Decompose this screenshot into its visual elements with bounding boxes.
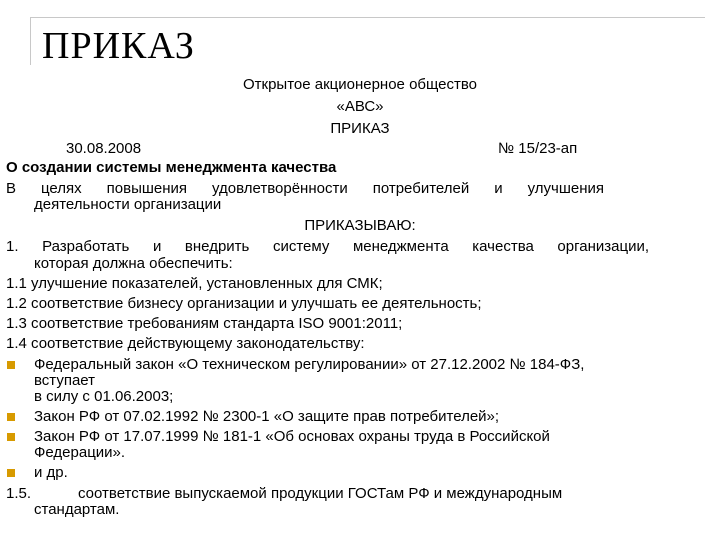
item-1-line2: которая должна обеспечить: — [34, 255, 233, 272]
item-1-4: 1.4 соответствие действующему законодательству: — [6, 335, 365, 352]
law-3-line1: Закон РФ от 17.07.1999 № 181-1 «Об основах охраны труда в Российской — [34, 428, 550, 445]
law-1-line1: Федеральный закон «О техническом регулировании» от 27.12.2002 № 184-ФЗ, — [34, 356, 585, 373]
item-1-5-line1: соответствие выпускаемой продукции ГОСТам РФ и международным — [78, 485, 563, 502]
order-number: № 15/23-ап — [498, 140, 578, 157]
item-1-3: 1.3 соответствие требованиям стандарта ISO 9001:2011; — [6, 315, 403, 332]
item-1-1: 1.1 улучшение показателей, установленных для СМК; — [6, 275, 383, 292]
law-4: и др. — [34, 464, 68, 481]
org-name-line1: Открытое акционерное общество — [242, 76, 478, 93]
item-1-line1: 1. Разработать и внедрить систему менеджмента качества организации, — [6, 238, 649, 255]
bullet-icon — [7, 469, 15, 477]
bullet-icon — [7, 413, 15, 421]
order-word: ПРИКАЗЫВАЮ: — [304, 217, 416, 234]
item-1-2: 1.2 соответствие бизнесу организации и улучшать ее деятельность; — [6, 295, 482, 312]
law-3-line2: Федерации». — [34, 444, 126, 461]
law-1-line3: в силу с 01.06.2003; — [34, 388, 174, 405]
slide-frame-left — [30, 17, 31, 65]
slide-frame-top — [30, 17, 705, 18]
doc-type: ПРИКАЗ — [330, 120, 390, 137]
preamble-line2: деятельности организации — [34, 196, 222, 213]
bullet-icon — [7, 361, 15, 369]
bullet-icon — [7, 433, 15, 441]
slide-title: ПРИКАЗ — [42, 25, 195, 67]
order-date: 30.08.2008 — [66, 140, 142, 157]
preamble-line1: В целях повышения удовлетворённости потребителей и улучшения — [6, 180, 604, 197]
law-2: Закон РФ от 07.02.1992 № 2300-1 «О защите прав потребителей»; — [34, 408, 500, 425]
item-1-5-number: 1.5. — [6, 485, 32, 502]
order-subject: О создании системы менеджмента качества — [6, 159, 337, 176]
law-1-line2: вступает — [34, 372, 96, 389]
org-name-line2: «АВС» — [336, 98, 384, 115]
item-1-5-line2: стандартам. — [34, 501, 120, 518]
